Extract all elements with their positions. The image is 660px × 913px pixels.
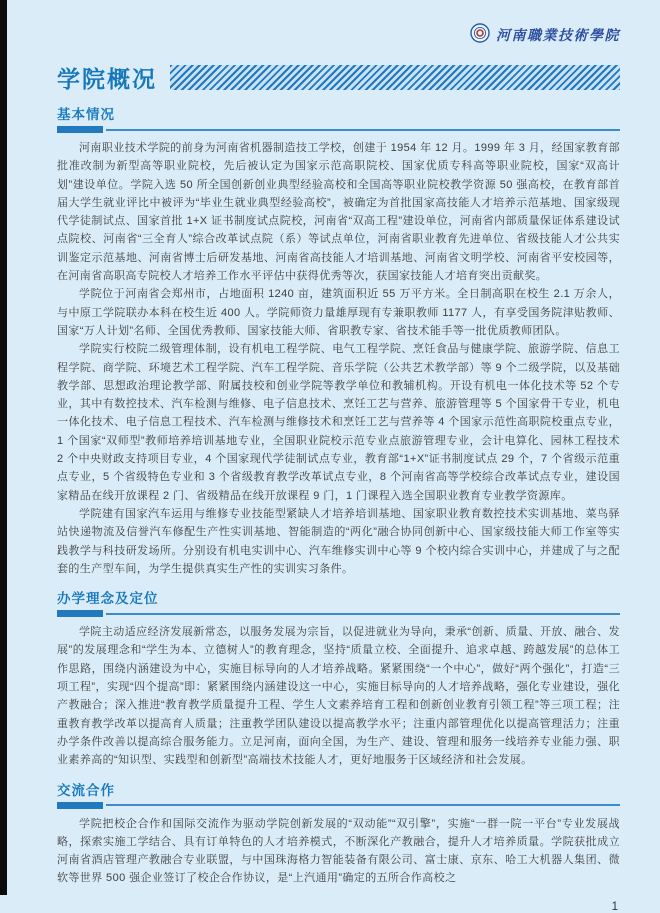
college-logo-text: 河南職業技術學院 [496, 28, 620, 44]
heading-rule-bar [57, 802, 103, 809]
paragraph: 学院把校企合作和国际交流作为驱动学院创新发展的“双动能”“双引擎”，实施“一群一院一平台”专业发展战略，探索实施工学结合、具有订单特色的人才培养模式，不断深化产教融合，提升人才培养质量。学院获批成立河南省酒店管理产教融合专业联盟，与中国珠海格力智能装备有限公司、富士康、京东、哈工大机器人集团、微软等世界 500 强企业签订了校企合作协议，是“上汽通用”确定的五所合作高校之 [57, 817, 620, 885]
page-number: 1 [611, 900, 618, 913]
section-body [57, 139, 620, 578]
title-stripes-decoration [170, 65, 620, 90]
page-left-edge [0, 0, 7, 895]
paragraph: 学院位于河南省会郑州市，占地面积 1240 亩，建筑面积近 55 万平方米。全日制高职在校生 2.1 万余人，与中原工学院联办本科在校生近 400 人。学院师资力量雄厚现有专兼职教师 1177 人，有享受国务院津贴教师、国家“万人计划”名师、全国优秀教师、国家技能大师、省职教专家、省技术能手等一批优质教师团队。 [57, 288, 620, 337]
section-philosophy [57, 587, 620, 769]
heading-rule [57, 802, 620, 809]
document-page [7, 0, 660, 913]
heading-rule [57, 610, 620, 617]
heading-rule-line [106, 129, 620, 131]
section-heading: 办学理念及定位 [57, 591, 159, 607]
page-header [57, 24, 620, 46]
page-title: 学院概况 [57, 66, 157, 92]
college-seal-icon [470, 23, 490, 48]
section-heading: 基本情况 [57, 107, 115, 122]
heading-rule [57, 126, 620, 133]
section-heading: 交流合作 [57, 782, 115, 798]
heading-rule-line [106, 613, 620, 615]
paragraph: 河南职业技术学院的前身为河南省机器制造技工学校，创建于 1954 年 12 月。1999 年 3 月，经国家教育部批准改制为新型高等职业院校，先后被认定为国家示范高职院校、国家优质专科高等职业院校，国家“双高计划”建设单位。学院入选 50 所全国创新创业典型经验高校和全国高等职业院校教学资源 50 强高校，在教育部首届大学生就业评比中被评为“毕业生就业典型经验高校”，被确定为首批国家高技能人才培养示范基地、国家级现代学徒制试点、国家首批 1+X 证书制度试点院校，河南省“双高工程”建设单位，河南省内部质量保证体系建设试点院校、河南省“三全育人”综合改革试点院（系）等试点单位，河南省职业教育先进单位、省级技能人才公共实训鉴定示范基地、河南省博士后研发基地、河南省高技能人才培训基地、河南省文明学校、河南省平安校园等，在河南省高职高专院校人才培养工作水平评估中获得优秀等次，获国家技能人才培育突出贡献奖。 [57, 142, 620, 283]
paragraph: 学院主动适应经济发展新常态，以服务发展为宗旨，以促进就业为导向，秉承“创新、质量、开放、融合、发展”的发展理念和“学生为本、立德树人”的教育理念，坚持“质量立校、全面提升、追求卓越、跨越发展”的总体工作思路，围绕内涵建设为中心，实施目标导向的人才培养战略。紧紧围绕“一个中心”，做好“两个强化”，打造“三项工程”，实现“四个提高”即：紧紧围绕内涵建设这一中心，实施目标导向的人才培养战略，强化专业建设，强化产教融合；深入推进“教育教学质量提升工程、学生人文素养培育工程和创新创业教育引领工程”等三项工程；注重教育教学改革以提高育人质量；注重教学团队建设以提高教学水平；注重内部管理优化以提高管理活力；注重办学条件改善以提高综合服务能力。立足河南，面向全国，为生产、建设、管理和服务一线培养专业能力强、职业素养高的“知识型、实践型和创新型”高端技术技能人才，更好地服务于区域经济和社会发展。 [57, 626, 620, 767]
title-banner [57, 61, 620, 94]
heading-rule-bar [57, 126, 103, 133]
college-logo [470, 23, 620, 48]
section-body [57, 815, 620, 888]
paragraph: 学院建有国家汽车运用与维修专业技能型紧缺人才培养培训基地、国家职业教育数控技术实训基地、菜鸟驿站快递物流及信誉汽车修配生产性实训基地、智能制造的“两化”融合协同创新中心、国家级技能大师工作室等实践教学与科技研发场所。分别设有机电实训中心、汽车维修实训中心等 9 个校内综合实训中心，并建成了与之配套的生产型车间，为学生提供真实生产性的实训实习条件。 [57, 507, 620, 575]
heading-rule-line [106, 804, 620, 806]
heading-rule-bar [57, 610, 103, 617]
section-cooperation [57, 779, 620, 888]
section-basic-info [57, 103, 620, 578]
paragraph: 学院实行校院二级管理体制，设有机电工程学院、电气工程学院、烹饪食品与健康学院、旅游学院、信息工程学院、商学院、环境艺术工程学院、汽车工程学院、音乐学院（公共艺术教学部）等 9 个二级学院，以及基础教学部、思想政治理论教学部、附属技校和创业学院等教学单位和教辅机构。开设有机电一体化技术等 52 个专业，其中有数控技术、汽车检测与维修、电子信息技术、烹饪工艺与营养、旅游管理等 5 个国家骨干专业，机电一体化技术、电子信息工程技术、汽车检测与维修技术和烹饪工艺与营养等 4 个国家示范性高职院校重点专业，1 个国家“双师型”教师培养培训基地专业，全国职业院校示范专业点旅游管理专业，会计电算化、园林工程技术 2 个中央财政支持项目专业，4 个国家现代学徒制试点专业，教育部“1+X”证书制度试点 29 个，7 个省级示范重点专业，5 个省级特色专业和 3 个省级教育教学改革试点专业，8 个河南省高等学校综合改革试点专业，建设国家精品在线开放课程 2 门、省级精品在线开放课程 9 门，1 门课程入选全国职业教育专业教学资源库。 [57, 343, 620, 502]
section-body [57, 623, 620, 769]
